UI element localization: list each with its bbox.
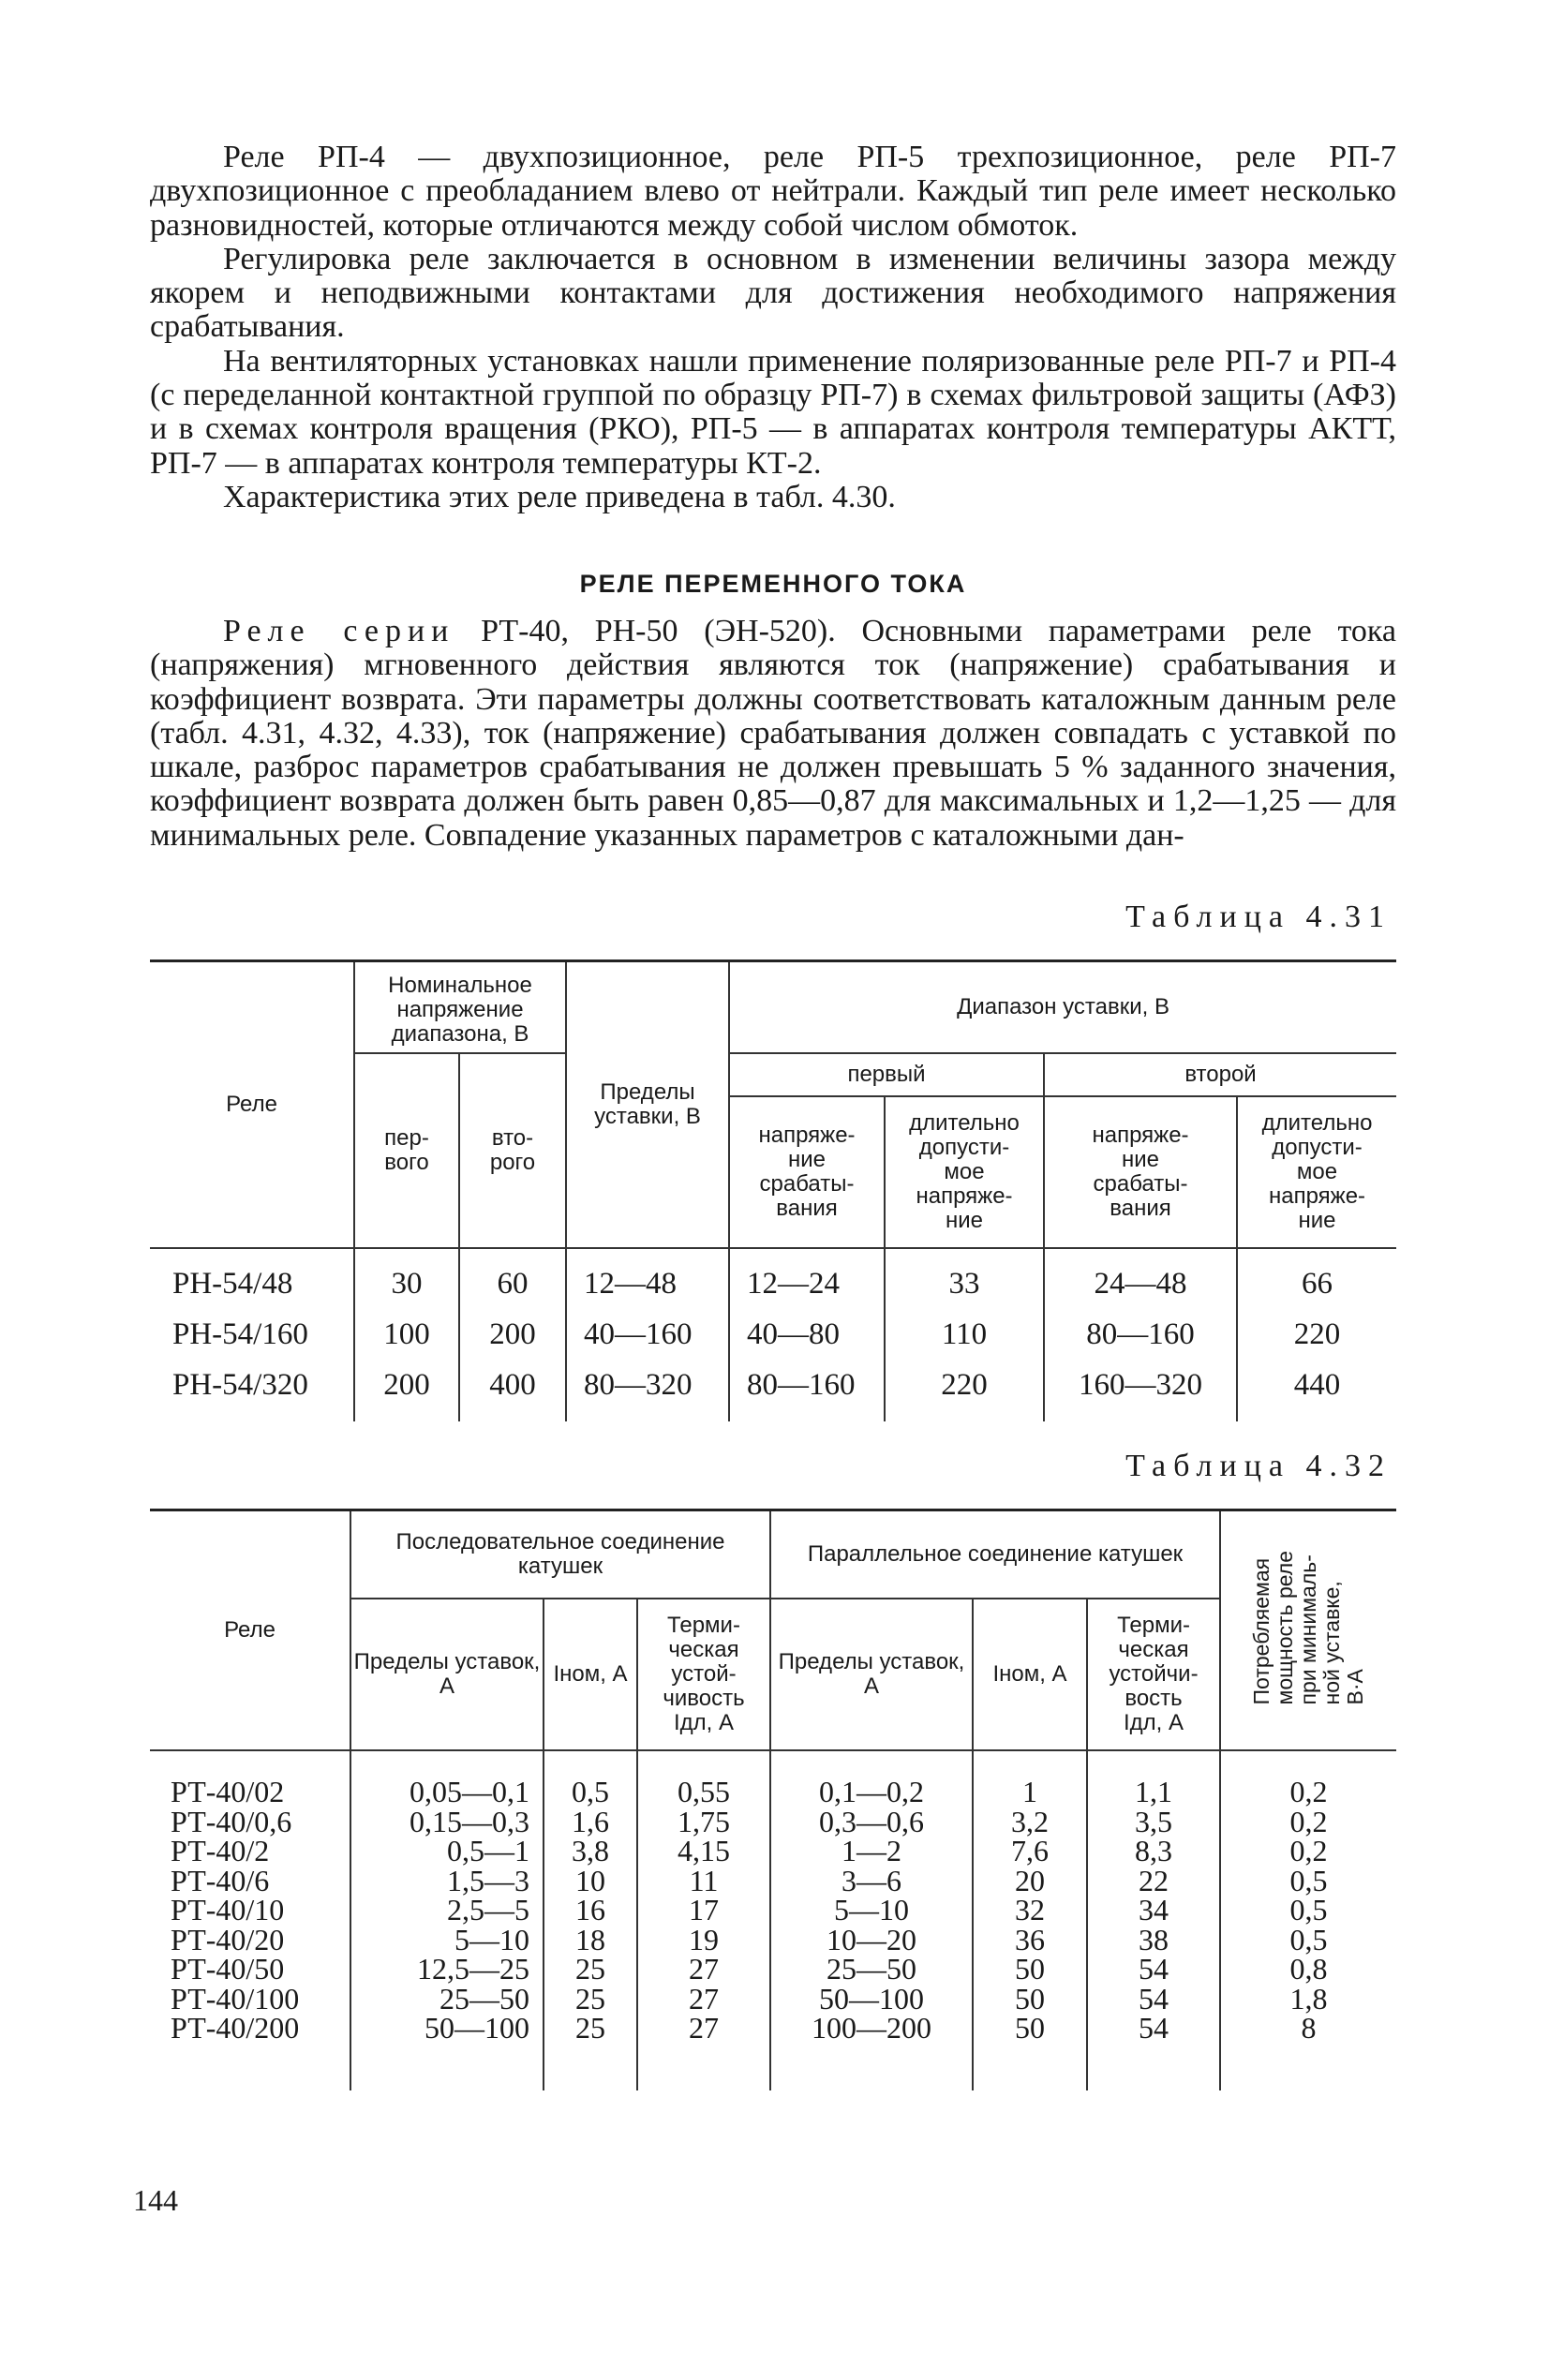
cell: 80—160 <box>1044 1309 1237 1360</box>
cell-relay: РТ-40/6 <box>171 1863 270 1897</box>
table-row <box>150 1309 1396 1360</box>
cell: 27 <box>637 1955 770 1985</box>
cell: 18 <box>544 1926 637 1956</box>
cell: 0,2 <box>1220 1807 1396 1837</box>
table-row <box>150 2014 1396 2090</box>
col-cont-voltage-1: длительно допусти- мое напряже- ние <box>885 1096 1044 1248</box>
cell: 8 <box>1220 2014 1396 2090</box>
section-heading: РЕЛЕ ПЕРЕМЕННОГО ТОКА <box>579 570 967 598</box>
cell: 27 <box>637 1985 770 2015</box>
cell: 54 <box>1087 2014 1220 2090</box>
cell: 0,3—0,6 <box>770 1807 973 1837</box>
cell-relay: РТ-40/100 <box>171 1981 300 2016</box>
table-row <box>150 1807 1396 1837</box>
cell-relay: РТ-40/02 <box>171 1775 285 1808</box>
cell: 54 <box>1087 1955 1220 1985</box>
cell: 400 <box>459 1360 566 1421</box>
cell: 80—160 <box>729 1360 885 1421</box>
table-row <box>150 1750 1396 1807</box>
cell: 27 <box>637 2014 770 2090</box>
cell: 50 <box>973 1955 1087 1985</box>
col-series-limits: Пределы уставок, А <box>350 1599 544 1750</box>
col-parallel: Параллельное соединение катушек <box>770 1510 1220 1599</box>
cell: 3,5 <box>1087 1807 1220 1837</box>
paragraph: Регулировка реле заключается в основном в изменении величины зазора между якорем и неподвижными контактами для достижения необходимого напряжения срабатывания. <box>150 241 1396 345</box>
cell: 25—50 <box>770 1955 973 1985</box>
cell: 0,2 <box>1220 1837 1396 1867</box>
cell: 0,5 <box>1220 1867 1396 1897</box>
cell: 200 <box>459 1309 566 1360</box>
cell: 0,8 <box>1220 1955 1396 1985</box>
col-power <box>1220 1510 1396 1751</box>
paragraph-body: РТ-40, РН-50 (ЭН-520). Основными параметрами реле тока (напряжения) мгновенного действия являются ток (напряжение) срабатывания и коэффициент возврата. Эти параметры должны соответствовать каталожным данным реле (табл. 4.31, 4.32, 4.33), ток (напряжение) срабатывания должен совпадать с уставкой по шкале, разброс параметров срабатывания не должен превышать 5 % заданного значения, коэффициент возврата должен быть равен 0,85—0,87 для максимальных и 1,2—1,25 — для минимальных реле. Совпадение указанных параметров с каталожными дан- <box>150 614 1396 853</box>
col-parallel-thermal: Терми- ческая устойчи- вость Iдл, А <box>1087 1599 1220 1750</box>
cell: 10 <box>544 1867 637 1897</box>
table-row <box>150 1867 1396 1897</box>
table-caption: Таблица 4.31 <box>1125 900 1392 934</box>
cell: 200 <box>354 1360 459 1421</box>
cell-relay: РТ-40/2 <box>171 1834 270 1867</box>
cell: 40—160 <box>566 1309 729 1360</box>
cell: 110 <box>885 1309 1044 1360</box>
table-row <box>150 1926 1396 1956</box>
cell-relay: РТ-40/10 <box>171 1893 285 1926</box>
cell: 220 <box>885 1360 1044 1421</box>
cell: 3,8 <box>544 1837 637 1867</box>
cell: 25—50 <box>350 1985 544 2015</box>
cell: 50 <box>973 1985 1087 2015</box>
cell: 5—10 <box>350 1926 544 1956</box>
cell: 38 <box>1087 1926 1220 1956</box>
cell: 220 <box>1237 1309 1396 1360</box>
cell: 19 <box>637 1926 770 1956</box>
cell: 1,8 <box>1220 1985 1396 2015</box>
cell: 10—20 <box>770 1926 973 1956</box>
cell: 32 <box>973 1896 1087 1926</box>
col-relay: Реле <box>150 961 354 1249</box>
cell: 11 <box>637 1867 770 1897</box>
cell: 0,55 <box>637 1750 770 1807</box>
cell: 0,5 <box>1220 1896 1396 1926</box>
col-series-thermal: Терми- ческая устой- чивость Iдл, А <box>637 1599 770 1750</box>
col-relay: Реле <box>150 1510 350 1751</box>
cell: 50—100 <box>350 2014 544 2090</box>
cell: 17 <box>637 1896 770 1926</box>
col-parallel-limits: Пределы уставок, А <box>770 1599 973 1750</box>
cell-relay: РН-54/320 <box>172 1368 308 1402</box>
cell: 33 <box>885 1248 1044 1309</box>
cell-relay: РН-54/48 <box>172 1267 293 1301</box>
cell: 2,5—5 <box>350 1896 544 1926</box>
col-cont-voltage-2: длительно допусти- мое напряже- ние <box>1237 1096 1396 1248</box>
cell: 0,5—1 <box>350 1837 544 1867</box>
col-power-label: Потребляемая мощность реле при минималь- ной уставке, В·А <box>1249 1550 1368 1705</box>
section-text <box>150 615 1396 853</box>
cell: 0,1—0,2 <box>770 1750 973 1807</box>
cell: 5—10 <box>770 1896 973 1926</box>
cell: 20 <box>973 1867 1087 1897</box>
col-parallel-inom: Iном, А <box>973 1599 1087 1750</box>
cell: 80—320 <box>566 1360 729 1421</box>
cell: 0,05—0,1 <box>350 1750 544 1807</box>
cell: 1,75 <box>637 1807 770 1837</box>
col-nominal-second: вто- рого <box>459 1053 566 1248</box>
col-series: Последовательное соединение катушек <box>350 1510 770 1599</box>
col-trip-voltage-1: напряже- ние срабаты- вания <box>729 1096 885 1248</box>
cell: 24—48 <box>1044 1248 1237 1309</box>
cell: 54 <box>1087 1985 1220 2015</box>
cell: 0,2 <box>1220 1750 1396 1807</box>
cell: 22 <box>1087 1867 1220 1897</box>
cell: 12,5—25 <box>350 1955 544 1985</box>
cell: 25 <box>544 1955 637 1985</box>
cell: 40—80 <box>729 1309 885 1360</box>
cell: 440 <box>1237 1360 1396 1421</box>
cell-relay: РТ-40/0,6 <box>171 1804 292 1838</box>
table-row <box>150 1985 1396 2015</box>
paragraph <box>150 615 1396 853</box>
cell-relay: РТ-40/200 <box>171 2011 300 2045</box>
cell: 3,2 <box>973 1807 1087 1837</box>
cell: 4,15 <box>637 1837 770 1867</box>
cell: 60 <box>459 1248 566 1309</box>
cell: 3—6 <box>770 1867 973 1897</box>
cell: 1—2 <box>770 1837 973 1867</box>
table-4-32 <box>150 1509 1396 2090</box>
cell: 50—100 <box>770 1985 973 2015</box>
col-range: Диапазон уставки, В <box>729 961 1396 1054</box>
cell: 0,5 <box>544 1750 637 1807</box>
cell: 34 <box>1087 1896 1220 1926</box>
table-row <box>150 1837 1396 1867</box>
table-caption: Таблица 4.32 <box>1125 1449 1392 1483</box>
table-row <box>150 1955 1396 1985</box>
intro-text <box>150 141 1396 514</box>
cell: 30 <box>354 1248 459 1309</box>
col-trip-voltage-2: напряже- ние срабаты- вания <box>1044 1096 1237 1248</box>
cell: 0,15—0,3 <box>350 1807 544 1837</box>
table-row <box>150 1896 1396 1926</box>
cell-relay: РТ-40/20 <box>171 1922 285 1956</box>
col-nominal: Номинальное напряжение диапазона, В <box>354 961 566 1054</box>
cell: 7,6 <box>973 1837 1087 1867</box>
col-range-first: первый <box>729 1053 1044 1096</box>
cell-relay: РТ-40/50 <box>171 1952 285 1986</box>
cell: 25 <box>544 1985 637 2015</box>
cell: 160—320 <box>1044 1360 1237 1421</box>
cell: 8,3 <box>1087 1837 1220 1867</box>
cell: 100 <box>354 1309 459 1360</box>
cell: 50 <box>973 2014 1087 2090</box>
paragraph: На вентиляторных установках нашли применение поляризованные реле РП-7 и РП-4 (с переделанной контактной группой по образцу РП-7) в схемах фильтровой защиты (АФЗ) и в схемах контроля вращения (РКО), РП-5 — в аппаратах контроля температуры АКТТ, РП-7 — в аппаратах контроля температуры КТ-2. <box>150 343 1396 481</box>
cell-relay: РН-54/160 <box>172 1317 308 1351</box>
cell: 36 <box>973 1926 1087 1956</box>
cell: 12—24 <box>729 1248 885 1309</box>
paragraph: Характеристика этих реле приведена в табл. 4.30. <box>223 479 896 514</box>
cell: 100—200 <box>770 2014 973 2090</box>
cell: 12—48 <box>566 1248 729 1309</box>
cell: 66 <box>1237 1248 1396 1309</box>
table-row <box>150 1248 1396 1309</box>
cell: 0,5 <box>1220 1926 1396 1956</box>
page-number: 144 <box>133 2183 178 2217</box>
cell: 1,1 <box>1087 1750 1220 1807</box>
table-4-31 <box>150 959 1396 1421</box>
cell: 1,5—3 <box>350 1867 544 1897</box>
spaced-lead: Реле серии <box>223 614 455 648</box>
col-limits: Пределы уставки, В <box>566 961 729 1249</box>
cell: 25 <box>544 2014 637 2090</box>
col-series-inom: Iном, А <box>544 1599 637 1750</box>
paragraph: Реле РП-4 — двухпозиционное, реле РП-5 трехпозиционное, реле РП-7 двухпозиционное с преобладанием влево от нейтрали. Каждый тип реле имеет несколько разновидностей, которые отличаются между собой числом обмоток. <box>150 140 1396 243</box>
cell: 16 <box>544 1896 637 1926</box>
cell: 1,6 <box>544 1807 637 1837</box>
col-nominal-first: пер- вого <box>354 1053 459 1248</box>
col-range-second: второй <box>1044 1053 1396 1096</box>
cell: 1 <box>973 1750 1087 1807</box>
table-row <box>150 1360 1396 1421</box>
